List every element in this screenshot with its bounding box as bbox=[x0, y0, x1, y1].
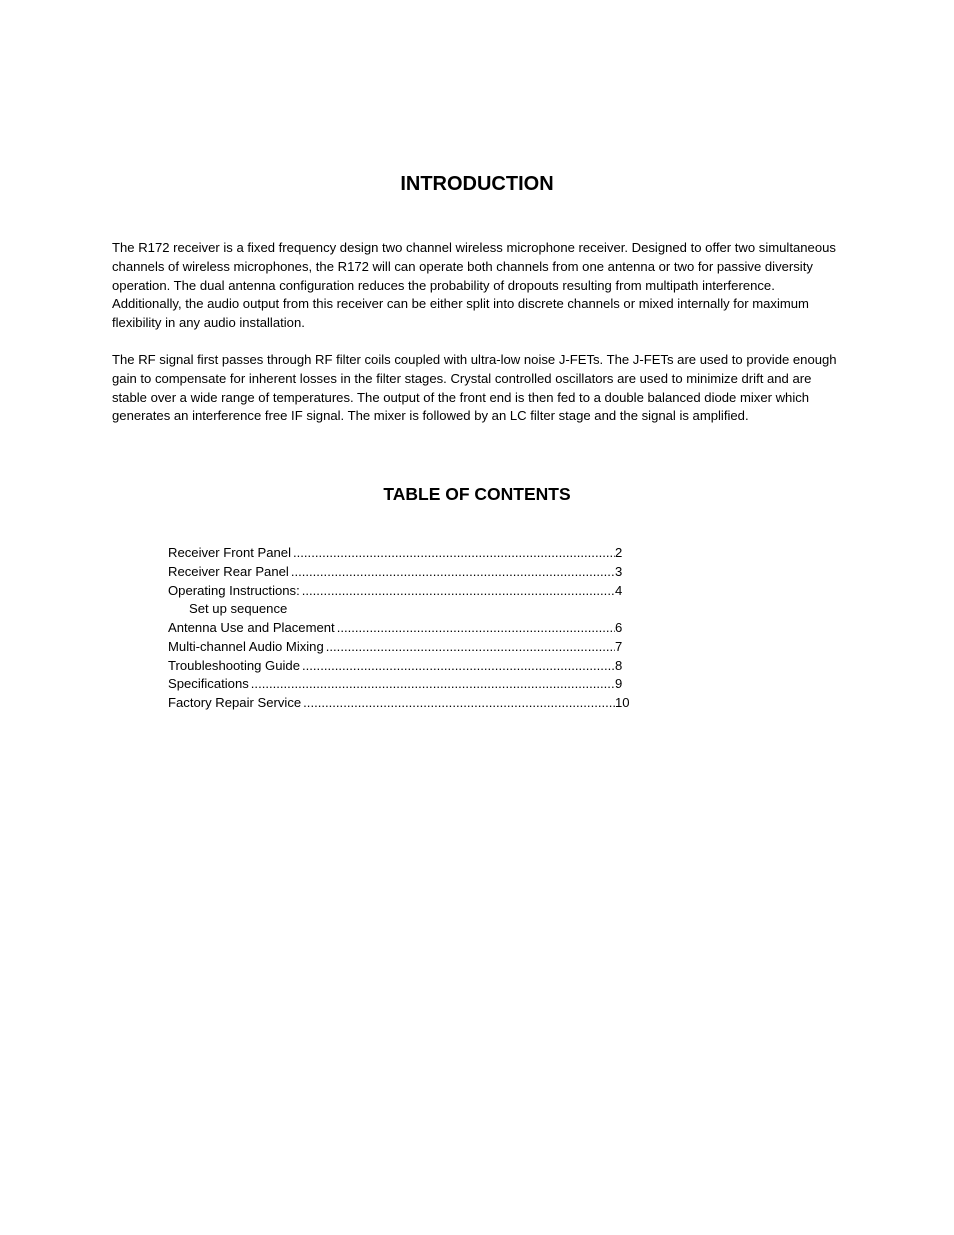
toc-entry-troubleshooting-guide[interactable] bbox=[168, 657, 638, 676]
toc-entry-operating-instructions[interactable] bbox=[168, 582, 638, 601]
toc-leader-dots bbox=[251, 675, 615, 694]
toc-leader-dots bbox=[291, 563, 615, 582]
toc-leader-dots bbox=[337, 619, 615, 638]
toc-entry-page: 7 bbox=[615, 638, 623, 654]
toc-entry-antenna-use-and-placement[interactable] bbox=[168, 619, 638, 638]
toc-entry-label: Factory Repair Service bbox=[168, 695, 302, 710]
introduction-title: INTRODUCTION bbox=[400, 173, 554, 195]
toc-entry-label: Specifications bbox=[168, 676, 249, 692]
toc-entry-page: 2 bbox=[615, 545, 623, 560]
toc-entry-page: 9 bbox=[615, 676, 623, 692]
toc-entry-label: Receiver Front Panel bbox=[168, 545, 291, 560]
toc-title: TABLE OF CONTENTS bbox=[383, 484, 571, 504]
toc-entry-page: 4 bbox=[615, 582, 623, 598]
toc-entry-receiver-rear-panel[interactable] bbox=[168, 563, 638, 582]
toc-entry-label: Multi-channel Audio Mixing bbox=[168, 638, 324, 654]
toc-entry-label: Troubleshooting Guide bbox=[168, 657, 300, 673]
toc-leader-dots bbox=[326, 638, 615, 657]
toc-entry-label: Operating Instructions: bbox=[168, 582, 300, 598]
toc-entry-label: Antenna Use and Placement bbox=[168, 620, 335, 635]
toc-entry-receiver-front-panel[interactable] bbox=[168, 544, 638, 563]
toc-entry-factory-repair-service[interactable] bbox=[168, 694, 638, 713]
toc-sub-entry-set-up-sequence[interactable]: Set up sequence bbox=[189, 601, 288, 617]
toc-entry-page: 3 bbox=[615, 563, 623, 579]
toc-entry-page: 6 bbox=[615, 620, 623, 635]
toc-leader-dots bbox=[302, 582, 615, 601]
table-of-contents bbox=[168, 544, 638, 713]
introduction-paragraph-2: The RF signal first passes through RF filter coils coupled with ultra-low noise J-FETs. The J-FETs are used to provide enough gain to compensate for inherent losses in the filter stages. Crystal controlled oscillators are used to minimize drift and are stable over a wide range of temperatures. The output of the front end is then fed to a double balanced diode mixer which generates an interference free IF signal. The mixer is followed by an LC filter stage and the signal is amplified. bbox=[112, 352, 837, 424]
toc-entry-page: 10 bbox=[615, 695, 630, 710]
toc-entry-multi-channel-audio-mixing[interactable] bbox=[168, 638, 638, 657]
introduction-paragraph-1: The R172 receiver is a fixed frequency design two channel wireless microphone receiver. Designed to offer two simultaneous channels of wireless microphones, the R172 will can operate both channels from one antenna or two for passive diversity operation. The dual antenna configuration reduces the probability of dropouts resulting from multipath interference. Additionally, the audio output from this receiver can be either split into discrete channels or mixed internally for maximum flexibility in any audio installation. bbox=[112, 240, 836, 330]
toc-leader-dots bbox=[293, 544, 615, 563]
toc-entry-page: 8 bbox=[615, 657, 623, 673]
toc-leader-dots bbox=[303, 694, 615, 713]
toc-entry-specifications[interactable] bbox=[168, 675, 638, 694]
toc-leader-dots bbox=[302, 657, 615, 676]
toc-entry-label: Receiver Rear Panel bbox=[168, 563, 289, 579]
